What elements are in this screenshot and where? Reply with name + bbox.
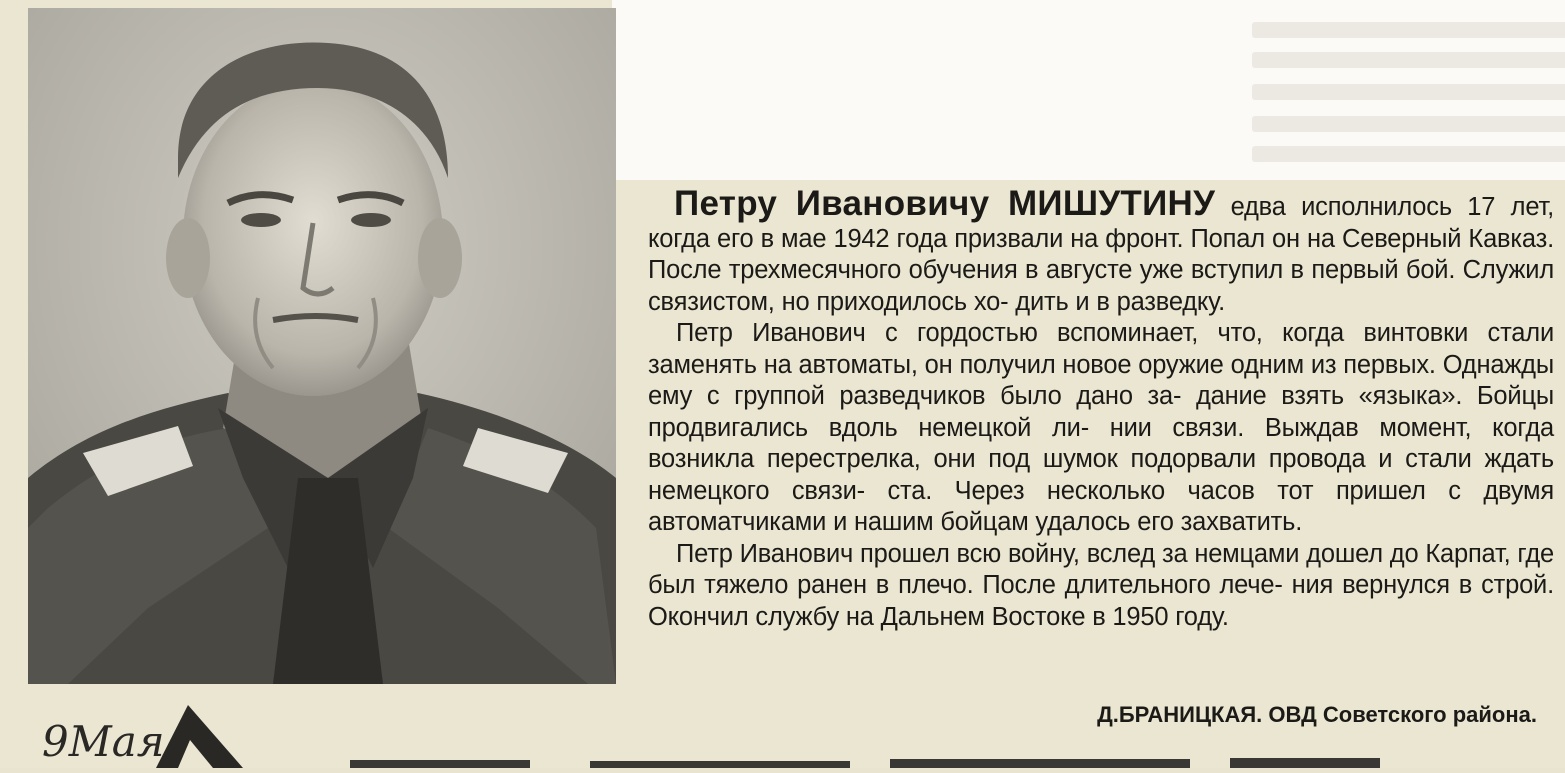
portrait-photo	[28, 8, 616, 684]
cut-off-text-strip	[330, 756, 1550, 768]
faded-text-line	[1252, 84, 1565, 100]
paragraph-2: Петр Иванович с гордостью вспоминает, что, когда винтовки стали заменять на автоматы, он получил новое оружие одним из первых. Однажды ему с группой разведчиков было дано за- дание взять «языка». Бойцы продвигались вдоль немецкой ли- нии связи. Выждав момент, когда возникла перестрелка, они под шумок подорвали провода и стали ждать немецкого связи- ста. Через несколько часов тот пришел с двумя автоматчиками и нашим бойцам удалось его захватить.	[648, 319, 1554, 536]
faded-text-line	[1252, 146, 1565, 162]
byline: Д.БРАНИЦКАЯ. ОВД Советского района.	[1097, 702, 1537, 727]
svg-text:9Мая: 9Мая	[42, 717, 165, 766]
lead-name: Петру Ивановичу МИШУТИНУ	[674, 184, 1216, 223]
faded-text-line	[1252, 116, 1565, 132]
blank-paper-area	[612, 0, 1565, 180]
faded-text-line	[1252, 22, 1565, 38]
paragraph-3: Петр Иванович прошел всю войну, вслед за немцами дошел до Карпат, где был тяжело ранен в плечо. После длительного лече- ния вернулся в строй. Окончил службу на Дальнем Востоке в 1950 году.	[648, 539, 1555, 631]
faded-text-line	[1252, 52, 1565, 68]
paragraph-1-text: едва исполнилось 17 лет, когда его в мае 1942 года призвали на фронт. Попал он на Северный Кавказ. После трехмесячного обучения в августе уже вступил в первый бой. Служил связистом, но приходилось хо- дить и в разведку.	[648, 193, 1554, 316]
paragraph-1	[648, 184, 1554, 318]
article-text	[648, 184, 1555, 633]
victory-day-logo	[38, 700, 248, 768]
